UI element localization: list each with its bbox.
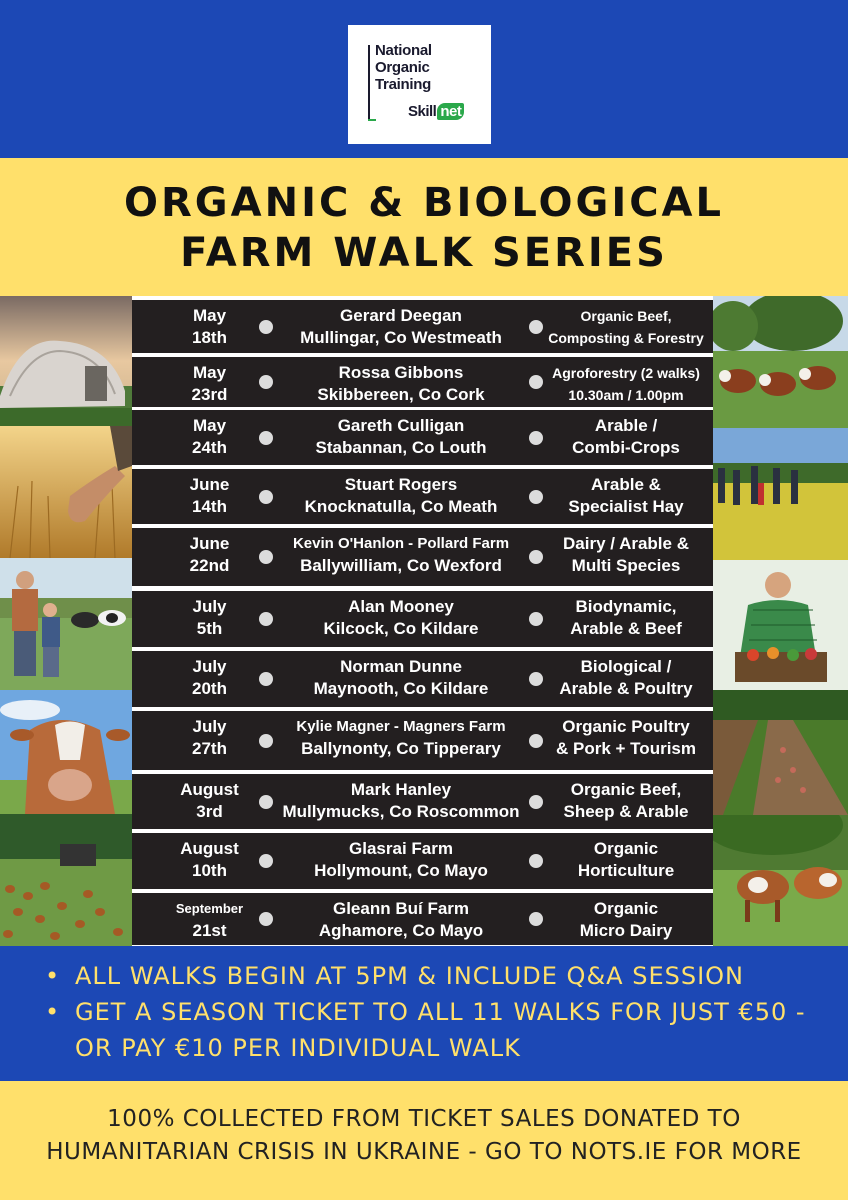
hereford-cattle-photo — [713, 296, 848, 428]
walk-date — [152, 474, 267, 518]
host-location: Skibbereen, Co Cork — [317, 385, 485, 404]
right-photo-strip — [713, 296, 848, 946]
bullet-dot-icon — [259, 734, 273, 748]
topic-line-2: Horticulture — [577, 861, 675, 880]
walk-date — [152, 415, 267, 459]
walk-row — [132, 651, 713, 707]
bullet-dot-icon — [259, 550, 273, 564]
walk-day: 10th — [192, 861, 227, 880]
walk-host — [275, 415, 527, 459]
crop-rows-photo — [713, 690, 848, 815]
walk-date — [152, 656, 267, 700]
topic-line-2: Arable & Poultry — [559, 679, 693, 698]
host-name: Gareth Culligan — [337, 416, 465, 435]
walk-host — [275, 474, 527, 518]
host-name: Stuart Rogers — [344, 475, 458, 494]
bullet-season-ticket: • GET A SEASON TICKET TO ALL 11 WALKS FOR JUST €50 - OR PAY €10 PER INDIVIDUAL WALK — [45, 994, 835, 1066]
walk-host — [275, 305, 527, 349]
host-location: Aghamore, Co Mayo — [318, 921, 484, 940]
host-location: Kilcock, Co Kildare — [323, 619, 479, 638]
walk-topic — [545, 362, 707, 406]
logo-line-2: Organic — [375, 59, 430, 76]
walk-date — [152, 838, 267, 882]
host-location: Mullymucks, Co Roscommon — [282, 802, 520, 821]
bullet-dot-icon — [529, 320, 543, 334]
host-location: Maynooth, Co Kildare — [313, 679, 489, 698]
grazing-cows-photo — [713, 815, 848, 946]
field-group-photo — [713, 428, 848, 560]
bullet-dot-icon — [529, 375, 543, 389]
walk-row — [132, 357, 713, 407]
walk-host — [275, 533, 527, 577]
walk-day: 27th — [192, 739, 227, 758]
logo-net-text: net — [437, 103, 464, 120]
host-name: Alan Mooney — [348, 597, 454, 616]
walk-month: August — [180, 780, 239, 799]
walk-host — [275, 362, 527, 406]
left-photo-strip — [0, 296, 132, 946]
walk-month: July — [192, 657, 227, 676]
topic-line-2: Combi-Crops — [572, 438, 680, 457]
topic-line-1: Agroforestry (2 walks) — [552, 365, 700, 381]
walk-schedule — [132, 296, 713, 946]
bullet-dot-icon — [259, 795, 273, 809]
bullet-start-time: • ALL WALKS BEGIN AT 5PM & INCLUDE Q&A SESSION — [45, 958, 835, 994]
bullet-dot-icon — [529, 612, 543, 626]
walk-day: 14th — [192, 497, 227, 516]
walk-day: 21st — [192, 921, 227, 940]
walk-day: 22nd — [189, 556, 230, 575]
title-line-2: FARM WALK SERIES — [180, 230, 668, 276]
walk-host — [275, 898, 527, 942]
walk-day: 24th — [192, 438, 227, 457]
walk-host — [275, 596, 527, 640]
bullet-dot-icon — [529, 490, 543, 504]
topic-line-1: Arable / — [594, 416, 658, 435]
logo-skill-text: Skill — [408, 103, 437, 120]
walk-date — [152, 596, 267, 640]
walk-date — [152, 533, 267, 577]
walk-topic — [545, 305, 707, 349]
walk-host — [275, 716, 527, 760]
walk-host — [275, 838, 527, 882]
walk-topic — [545, 716, 707, 760]
walk-date — [152, 779, 267, 823]
topic-line-1: Organic Beef, — [570, 780, 682, 799]
walk-month: July — [192, 597, 227, 616]
walk-topic — [545, 779, 707, 823]
cow-close-up-photo — [0, 690, 132, 814]
host-name: Kevin O'Hanlon - Pollard Farm — [292, 535, 510, 552]
topic-line-1: Dairy / Arable & — [563, 534, 689, 553]
logo-wordmark — [375, 42, 432, 93]
walk-month: September — [175, 901, 244, 916]
wheat-hand-photo — [0, 426, 132, 558]
bullet-dot-icon — [529, 912, 543, 926]
walk-topic — [545, 533, 707, 577]
info-bullets — [45, 958, 835, 1066]
walk-row — [132, 774, 713, 829]
walk-row — [132, 893, 713, 945]
host-name: Norman Dunne — [340, 657, 462, 676]
host-name: Gleann Buí Farm — [332, 899, 470, 918]
topic-line-1: Organic — [593, 899, 659, 918]
bullet-dot-icon — [529, 734, 543, 748]
logo-bracket — [368, 45, 370, 121]
walk-date — [152, 898, 267, 942]
bullet-dot-icon — [259, 320, 273, 334]
topic-line-2: Sheep & Arable — [563, 802, 689, 821]
polytunnel-photo — [0, 296, 132, 426]
bullet-dot-icon — [259, 431, 273, 445]
walk-month: June — [189, 534, 230, 553]
logo-line-3: Training — [375, 76, 431, 93]
bullet-dot-icon — [259, 672, 273, 686]
walk-date — [152, 362, 267, 406]
free-range-hens-photo — [0, 814, 132, 946]
walk-row — [132, 711, 713, 770]
bullet-dot-icon — [259, 612, 273, 626]
host-name: Kylie Magner - Magners Farm — [296, 718, 506, 735]
topic-line-2: Composting & Forestry — [548, 330, 704, 346]
walk-row — [132, 410, 713, 465]
walk-topic — [545, 898, 707, 942]
topic-line-2: & Pork + Tourism — [556, 739, 696, 758]
host-location: Ballynonty, Co Tipperary — [301, 739, 501, 758]
walk-topic — [545, 838, 707, 882]
walk-host — [275, 656, 527, 700]
footer-line-1: 100% COLLECTED FROM TICKET SALES DONATED TO — [107, 1106, 741, 1132]
bullet-dot-icon — [529, 854, 543, 868]
title-line-1: ORGANIC & BIOLOGICAL — [124, 180, 724, 226]
bullet-dot-icon — [259, 375, 273, 389]
bullet-dot-icon — [259, 912, 273, 926]
topic-line-2: Specialist Hay — [568, 497, 684, 516]
host-name: Glasrai Farm — [349, 839, 453, 858]
bullet-dot-icon — [529, 431, 543, 445]
host-location: Stabannan, Co Louth — [315, 438, 487, 457]
walk-topic — [545, 596, 707, 640]
logo — [348, 25, 491, 144]
donation-note — [0, 1103, 848, 1169]
host-name: Gerard Deegan — [340, 306, 462, 325]
walk-row — [132, 469, 713, 524]
walk-month: June — [189, 475, 230, 494]
topic-line-1: Arable & — [591, 475, 661, 494]
walk-topic — [545, 474, 707, 518]
page-title — [0, 178, 848, 278]
walk-date — [152, 305, 267, 349]
walk-row — [132, 591, 713, 647]
host-name: Rossa Gibbons — [338, 363, 464, 382]
host-location: Ballywilliam, Co Wexford — [300, 556, 502, 575]
host-name: Mark Hanley — [350, 780, 452, 799]
walk-month: August — [180, 839, 239, 858]
bullet-dot-icon — [259, 490, 273, 504]
walk-host — [275, 779, 527, 823]
topic-line-1: Organic Beef, — [580, 308, 672, 324]
farmer-vegetables-photo — [713, 560, 848, 690]
topic-line-1: Organic Poultry — [562, 717, 690, 736]
host-location: Knocknatulla, Co Meath — [304, 497, 498, 516]
walk-month: July — [192, 717, 227, 736]
walk-month: May — [192, 306, 227, 325]
bullet-dot-icon — [529, 795, 543, 809]
topic-line-2: Micro Dairy — [579, 921, 673, 940]
topic-line-1: Biodynamic, — [575, 597, 677, 616]
topic-line-2: 10.30am / 1.00pm — [568, 387, 684, 403]
logo-line-1: National — [375, 42, 432, 59]
walk-month: May — [192, 416, 227, 435]
host-location: Hollymount, Co Mayo — [314, 861, 488, 880]
walk-month: May — [192, 363, 227, 382]
topic-line-2: Multi Species — [571, 556, 681, 575]
walk-day: 20th — [192, 679, 227, 698]
logo-bracket-foot — [368, 119, 376, 121]
walk-topic — [545, 415, 707, 459]
bullet-dot-icon — [259, 854, 273, 868]
topic-line-1: Organic — [593, 839, 659, 858]
bullet-dot-icon — [529, 550, 543, 564]
bullet-dot-icon — [529, 672, 543, 686]
footer-line-2: HUMANITARIAN CRISIS IN UKRAINE - GO TO NOTS.IE FOR MORE — [46, 1139, 802, 1165]
walk-row — [132, 528, 713, 586]
walk-day: 18th — [192, 328, 227, 347]
walk-day: 23rd — [191, 385, 228, 404]
walk-topic — [545, 656, 707, 700]
walk-row — [132, 833, 713, 889]
topic-line-1: Biological / — [580, 657, 672, 676]
topic-line-2: Arable & Beef — [570, 619, 682, 638]
walk-date — [152, 716, 267, 760]
host-location: Mullingar, Co Westmeath — [300, 328, 502, 347]
walk-row — [132, 300, 713, 353]
logo-skillnet — [408, 103, 464, 120]
walk-day: 3rd — [196, 802, 223, 821]
walk-day: 5th — [196, 619, 223, 638]
farmer-child-cows-photo — [0, 558, 132, 690]
